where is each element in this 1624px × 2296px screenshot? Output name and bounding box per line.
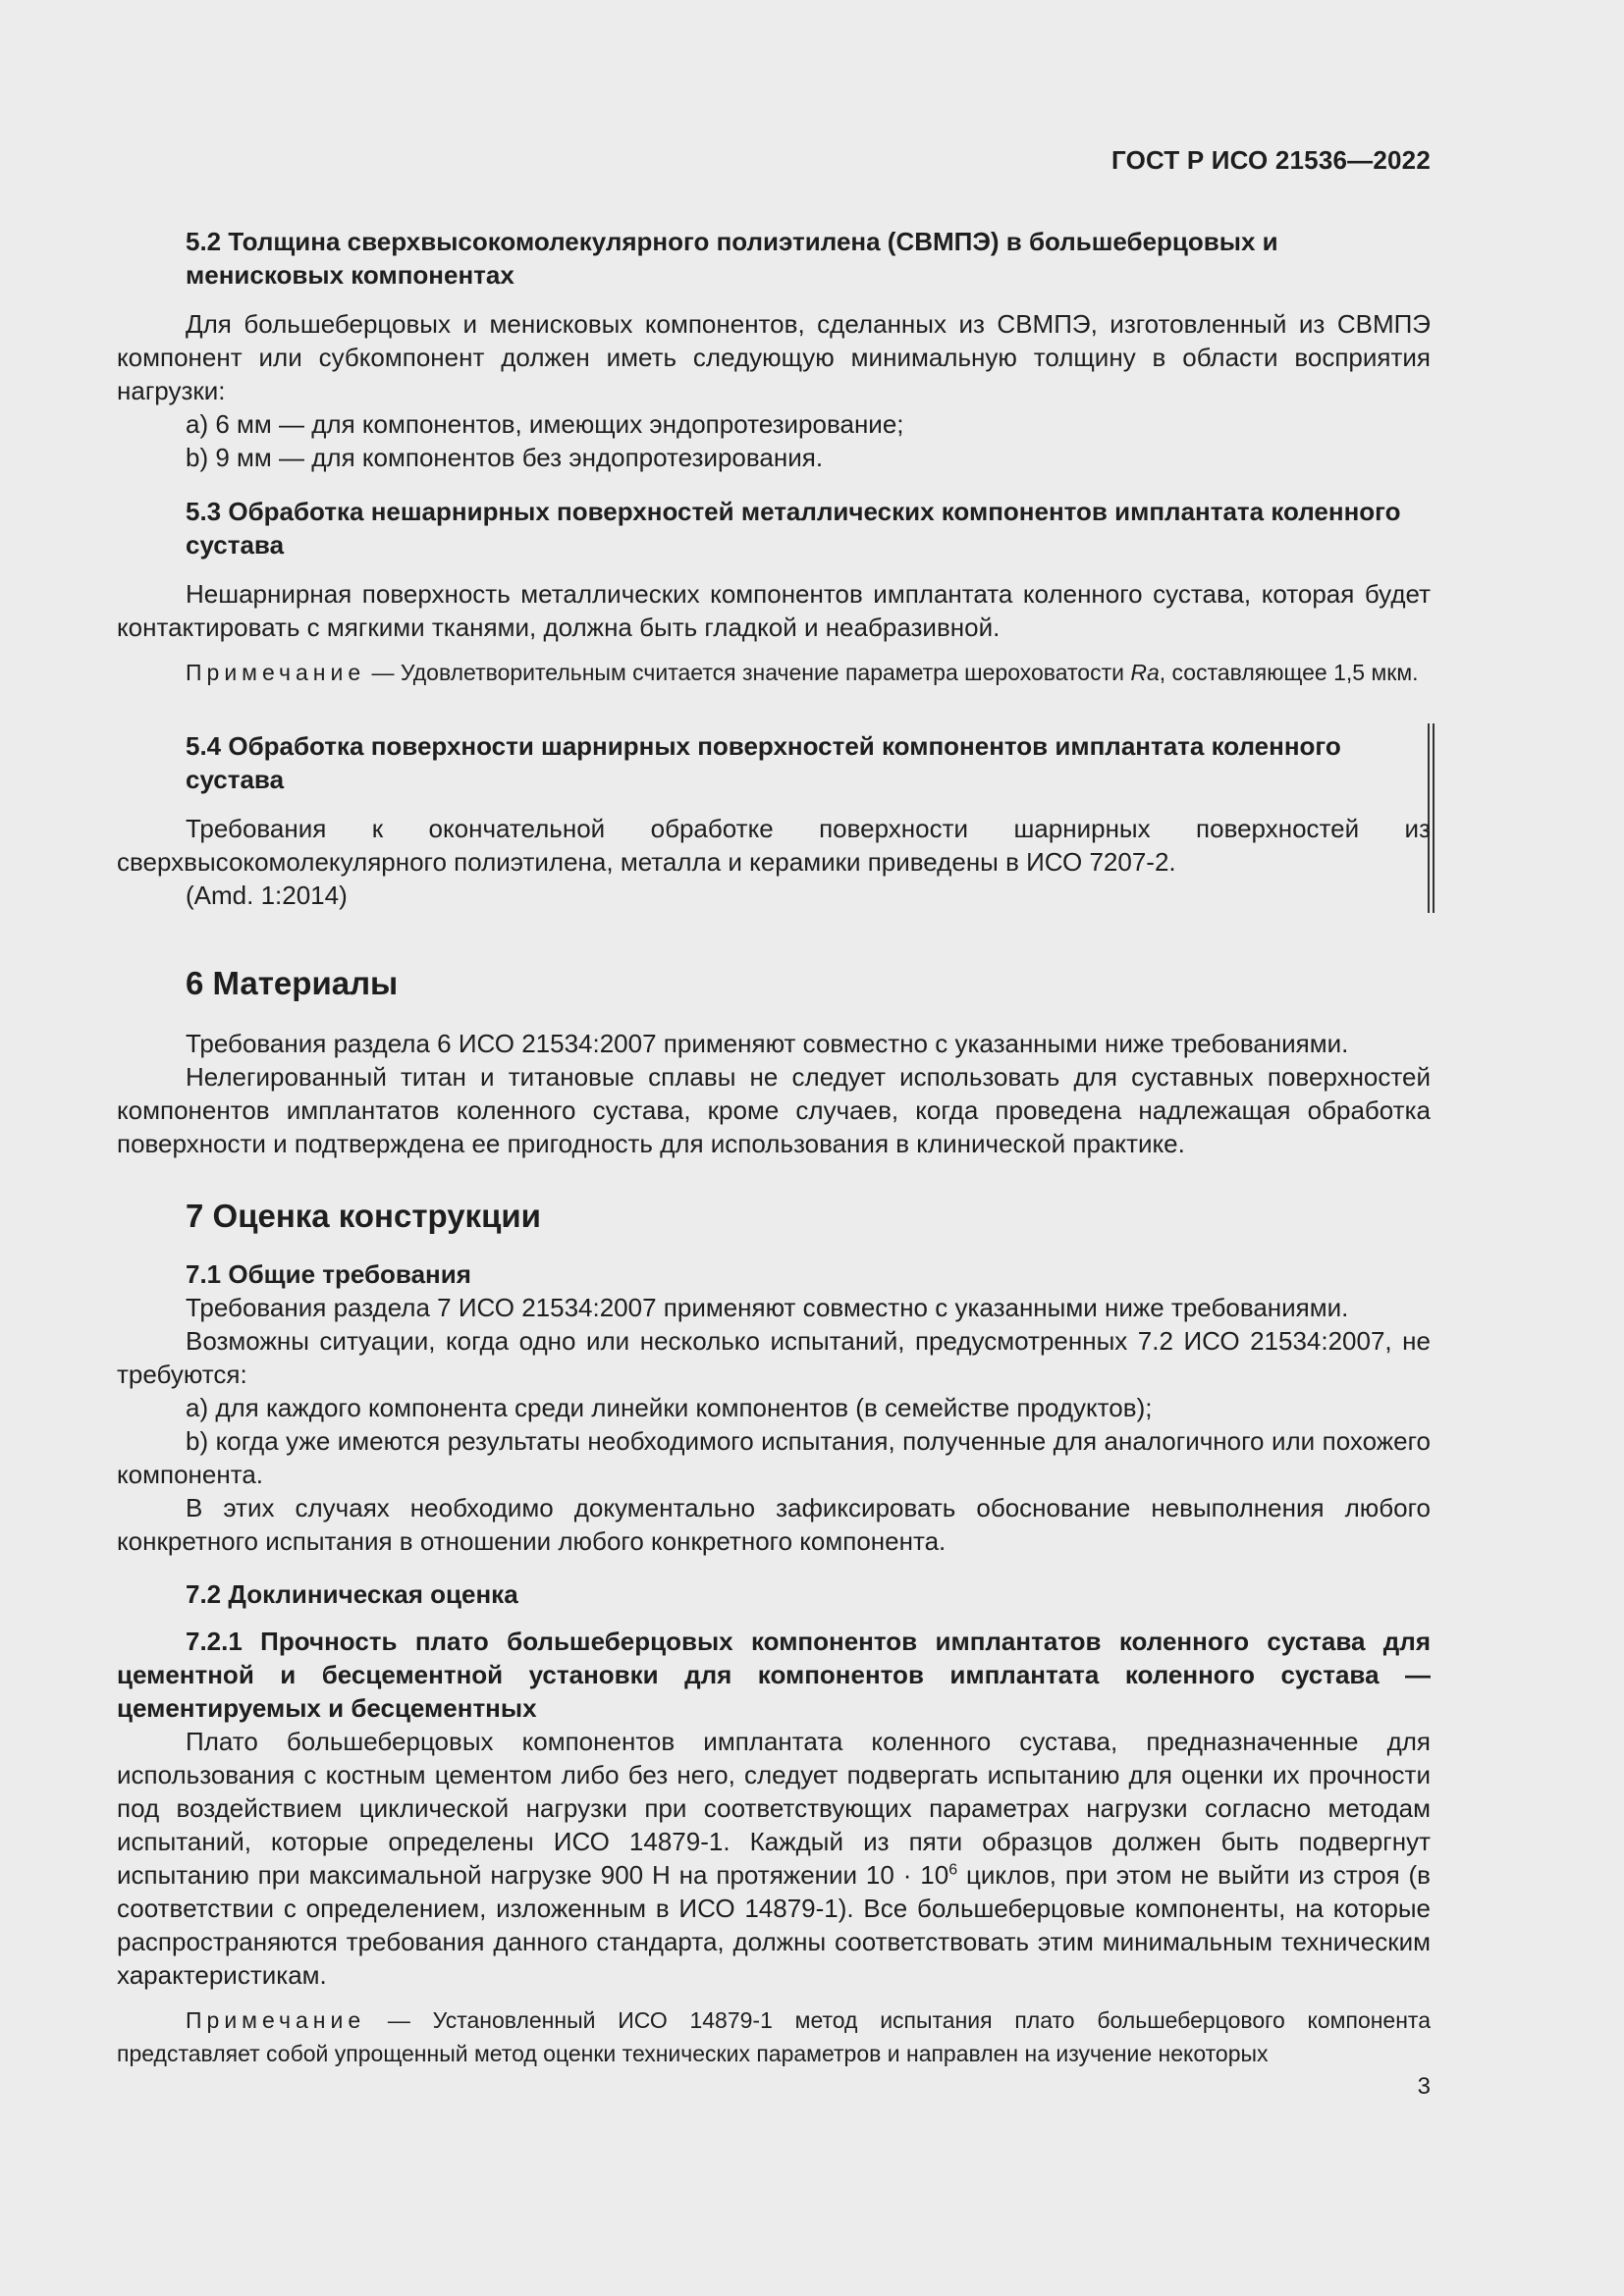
list-item-a: a) 6 мм — для компонентов, имеющих эндопротезирование; — [186, 409, 904, 439]
section-7-1-paragraph-2: Возможны ситуации, когда одно или несколько испытаний, предусмотренных 7.2 ИСО 21534:2007, не требуются: — [117, 1326, 1431, 1389]
section-7 — [117, 1197, 1431, 2070]
page-number: 3 — [1417, 2073, 1431, 2100]
section-5-2-title: 5.2 Толщина сверхвысокомолекулярного полиэтилена (СВМПЭ) в большеберцовых и менисковых компонентах — [186, 227, 1278, 290]
section-7-2-title: 7.2 Доклиническая оценка — [186, 1579, 518, 1609]
section-6-title: 6 Материалы — [186, 965, 399, 1001]
section-6 — [117, 964, 1431, 1160]
note-text-start: — Удовлетворительным считается значение параметра шероховатости — [365, 660, 1131, 685]
section-5-4-title: 5.4 Обработка поверхности шарнирных поверхностей компонентов имплантата коленного сустава — [186, 731, 1341, 794]
note-text-end: , составляющее 1,5 мкм. — [1159, 660, 1419, 685]
section-5-3-note — [117, 656, 1431, 689]
change-bar-right — [1433, 723, 1435, 913]
section-7-2-1-note — [117, 2003, 1431, 2070]
section-5-2 — [117, 225, 1431, 474]
section-5-2-paragraph: Для большеберцовых и менисковых компонентов, сделанных из СВМПЭ, изготовленный из СВМПЭ компонент или субкомпонент должен иметь следующую минимальную толщину в области восприятия нагрузки: — [117, 309, 1431, 405]
exponent: 6 — [948, 1861, 958, 1879]
section-5-3-paragraph: Нешарнирная поверхность металлических компонентов имплантата коленного сустава, которая будет контактировать с мягкими тканями, должна быть гладкой и неабразивной. — [117, 579, 1431, 642]
section-6-paragraph-2: Нелегированный титан и титановые сплавы не следует использовать для суставных поверхностей компонентов имплантатов коленного сустава, кроме случаев, когда проведена надлежащая обработка поверхности и подтверждена ее пригодность для использования в клинической практике. — [117, 1062, 1431, 1158]
list-item-a: a) для каждого компонента среди линейки компонентов (в семействе продуктов); — [186, 1393, 1153, 1422]
note-label: Примечание — [186, 2007, 366, 2033]
section-7-1-paragraph-3: В этих случаях необходимо документально зафиксировать обоснование невыполнения любого конкретного испытания в отношении любого конкретного компонента. — [117, 1493, 1431, 1556]
section-5-3 — [117, 495, 1431, 689]
section-7-1-paragraph-1: Требования раздела 7 ИСО 21534:2007 применяют совместно с указанными ниже требованиями. — [186, 1293, 1349, 1322]
list-item-b: b) 9 мм — для компонентов без эндопротезирования. — [186, 443, 824, 472]
amendment-note: (Amd. 1:2014) — [186, 881, 348, 910]
section-7-2-1-paragraph — [117, 1725, 1431, 1992]
roughness-parameter: Ra — [1130, 660, 1160, 685]
section-7-title: 7 Оценка конструкции — [186, 1198, 541, 1234]
section-7-1-title: 7.1 Общие требования — [186, 1259, 471, 1289]
section-6-paragraph-1: Требования раздела 6 ИСО 21534:2007 применяют совместно с указанными ниже требованиями. — [186, 1029, 1349, 1058]
section-7-2-1-title: 7.2.1 Прочность плато большеберцовых компонентов имплантатов коленного сустава для цементной и бесцементной установки для компонентов имплантата коленного сустава — цементируемых и бесцементных — [117, 1627, 1431, 1723]
section-5-4 — [117, 729, 1431, 912]
document-code-header: ГОСТ Р ИСО 21536—2022 — [1110, 145, 1431, 175]
section-5-4-paragraph: Требования к окончательной обработке поверхности шарнирных поверхностей из сверхвысокомолекулярного полиэтилена, металла и керамики приведены в ИСО 7207-2. — [117, 814, 1431, 877]
note-label: Примечание — [186, 660, 366, 685]
section-5-3-title: 5.3 Обработка нешарнирных поверхностей металлических компонентов имплантата коленного сустава — [186, 497, 1401, 560]
paragraph-text-end: циклов, при этом не выйти из строя (в соответствии с определением, изложенным в ИСО 14879-1). Все большеберцовые компоненты, на которые распространяются требования данного стандарта, должны соответствовать этим минимальным техническим характеристикам. — [117, 1860, 1431, 1990]
paragraph-text-start: Плато большеберцовых компонентов имплантата коленного сустава, предназначенные для использования с костным цементом либо без него, следует подвергать испытанию для оценки их прочности под воздействием циклической нагрузки при соответствующих параметрах нагрузки согласно методам испытаний, которые определены ИСО 14879-1. Каждый из пяти образцов должен быть подвергнут испытанию при максимальной нагрузке 900 Н на протяжении 10 · 10 — [117, 1727, 1431, 1890]
note-text: — Установленный ИСО 14879-1 метод испытания плато большеберцового компонента представляет собой упрощенный метод оценки технических параметров и направлен на изучение некоторых — [117, 2007, 1431, 2066]
list-item-b: b) когда уже имеются результаты необходимого испытания, полученные для аналогичного или похожего компонента. — [117, 1426, 1431, 1489]
